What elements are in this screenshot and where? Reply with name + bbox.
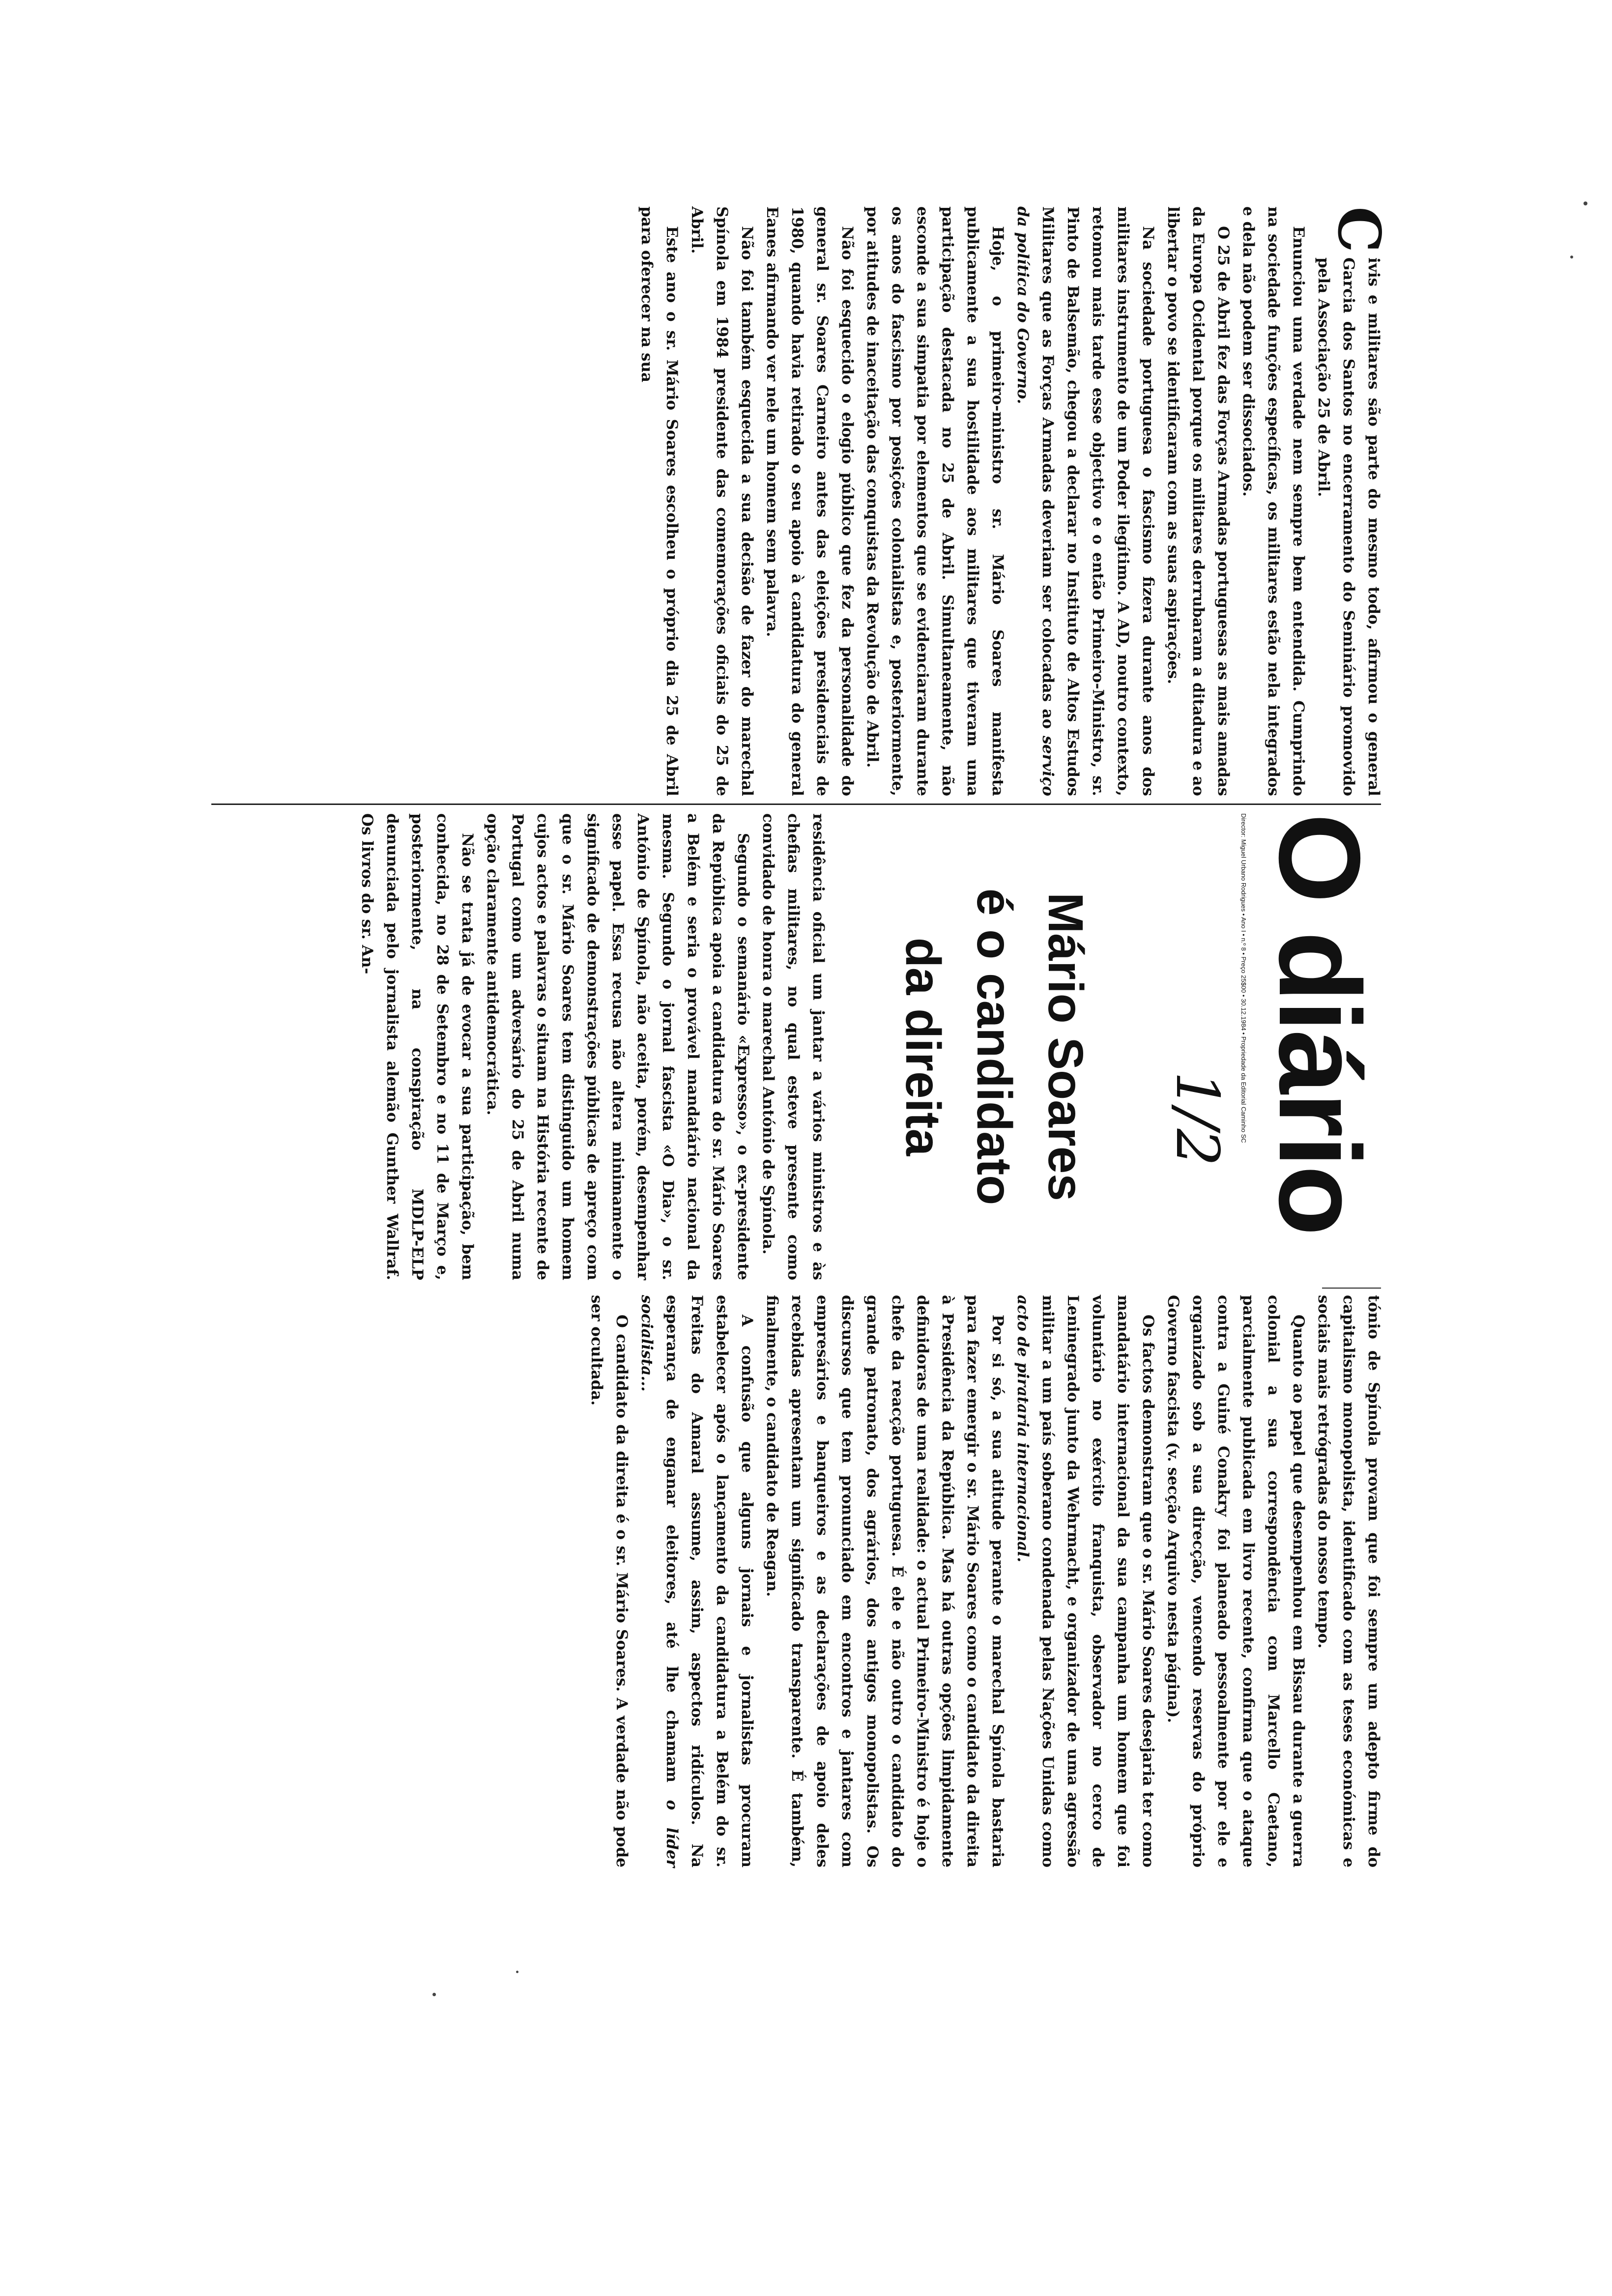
column-rule bbox=[1322, 1288, 1381, 1289]
handwritten-page-mark: 1/2 bbox=[1163, 1071, 1231, 1167]
article-paragraph: tónio de Spínola provam que foi sempre um adepto firme do capitalismo monopolista, identificado com as teses económicas e sociais mais retrógradas do nosso tempo. bbox=[1315, 1295, 1382, 1867]
article-paragraph: Hoje, o primeiro-ministro sr. Mário Soares manifesta publicamente a sua hostilidade aos militares que tiveram uma participação destacada no 25 de Abril. Simultaneamente, não esconde a sua simpatia por elementos que se evidenciaram durante os anos do fascismo por posições colonialistas e, posteriormente, por atitudes de inaceitação das conquistas da Revolução de Abril. bbox=[864, 206, 1007, 796]
scan-speck bbox=[1570, 256, 1573, 258]
article-column-1 bbox=[206, 206, 1393, 796]
drop-cap: C bbox=[1325, 206, 1393, 253]
column-rule bbox=[211, 804, 1381, 805]
scan-speck bbox=[432, 1993, 436, 1996]
article-paragraph: Não se trata já de evocar a sua participação, bem conhecida, no 28 de Setembro e no 11 de Março e, posteriormente, na conspiração MDLP-ELP denunciada pelo jornalista alemão Gunther Wallraf. Os livros do sr. An- bbox=[358, 813, 476, 1280]
headline-line: é o candidato bbox=[967, 888, 1022, 1205]
headline-line: da direita bbox=[895, 937, 950, 1156]
article-paragraph: Não foi também esquecida a sua decisão de fazer do marechal Spínola em 1984 presidente das comemorações oficiais do 25 de Abril. bbox=[688, 206, 756, 796]
article-paragraph: Não foi esquecido o elogio público que fez da personalidade do general sr. Soares Carneiro antes das eleições presidenciais de 1980, quando havia retirado o seu apoio à candidatura do general Eanes afirmando ver nele um homem sem palavra. bbox=[763, 206, 856, 796]
newspaper-masthead: O diário bbox=[1255, 813, 1384, 1234]
article-paragraph: O candidato da direita é o sr. Mário Soares. A verdade não pode ser ocultada. bbox=[588, 1295, 631, 1867]
article-column-2 bbox=[206, 813, 831, 1280]
article-paragraph: Por si só, a sua atitude perante o marechal Spínola bastaria para fazer emergir o sr. Mário Soares como o candidato da direita à Presidência da República. Mas há outras opções limpidamente definidoras de uma realidade: o actual Primeiro-Ministro é hoje o chefe da reacção portuguesa. É ele e não outro o candidato do grande patronato, dos agrários, dos antigos monopolistas. Os discursos que tem pronunciado em encontros e jantares com empresários e banqueiros e as declarações de apoio deles recebidas apresentam um significado transparente. É também, finalmente, o candidato de Reagan. bbox=[763, 1295, 1007, 1867]
article-paragraph: O 25 de Abril fez das Forças Armadas portuguesas as mais amadas da Europa Ocidental porque os militares derrubaram a ditadura e ao libertar o povo se identificaram com as suas aspirações. bbox=[1164, 206, 1232, 796]
scan-speck bbox=[1583, 201, 1587, 205]
article-paragraph: Quanto ao papel que desempenhou em Bissau durante a guerra colonial a sua correspondência com Marcello Caetano, parcialmente publicada em livro recente, confirma que o ataque contra a Guiné Conakry foi planeado pessoalmente por ele e organizado sob a sua direcção, vencendo reservas do próprio Governo fascista (v. secção Arquivo nesta página). bbox=[1164, 1295, 1307, 1867]
article-paragraph: A confusão que alguns jornais e jornalistas procuram estabelecer após o lançamento da candidatura a Belém do sr. Freitas do Amaral assume, assim, aspectos ridículos. Na esperança de enganar eleitores, até lhe chamam o líder socialista... bbox=[638, 1295, 756, 1867]
article-paragraph: Na sociedade portuguesa o fascismo fizera durante anos dos militares instrumento de um Poder ilegítimo. A AD, noutro contexto, retomou mais tarde esse objectivo e o então Primeiro-Ministro, sr. Pinto de Balsemão, chegou a declarar no Instituto de Altos Estudos Militares que as Forças Armadas deveriam ser colocadas ao serviço da política do Governo. bbox=[1014, 206, 1157, 796]
headline-line: Mário Soares bbox=[1038, 892, 1093, 1202]
article-paragraph: Os factos demonstram que o sr. Mário Soares desejaria ter como mandatário internacional da sua campanha um homem que foi voluntário no exército franquista, observador no cerco de Leninegrado junto da Wehrmacht, e organizador de uma agressão militar a um país soberano condenada pelas Nações Unidas como acto de pirataria internacional. bbox=[1014, 1295, 1157, 1867]
article-paragraph: residência oficial um jantar a vários ministros e às chefias militares, no qual esteve presente como convidado de honra o marechal António de Spínola. bbox=[759, 813, 827, 1280]
article-paragraph: Segundo o semanário «Expresso», o ex-presidente da República apoia a candidatura do sr. Mário Soares a Belém e seria o provável mandatário nacional da mesma. Segundo o jornal fascista «O Dia», o sr. António de Spínola, não aceita, porém, desempenhar esse papel. Essa recusa não altera minimamente o significado de demonstrações públicas de apreço com que o sr. Mário Soares tem distinguido um homem cujos actos e palavras o situam na História recente de Portugal como um adversário do 25 de Abril numa opção claramente antidemocrática. bbox=[484, 813, 752, 1280]
article-column-3 bbox=[206, 1295, 1386, 1867]
article-paragraph: C ivis e militares são parte do mesmo todo, afirmou o general Garcia dos Santos no encerramento do Seminário promovido pela Associação 25 de Abril. bbox=[1315, 206, 1393, 796]
article-headline bbox=[835, 813, 1101, 1280]
scan-speck bbox=[516, 1971, 518, 1973]
article-paragraph: Este ano o sr. Mário Soares escolheu o próprio dia 25 de Abril para oferecer na sua bbox=[638, 206, 681, 796]
article-paragraph: Enunciou uma verdade nem sempre bem entendida. Cumprindo na sociedade funções específicas, os militares estão nela integrados e dela não podem ser dissociados. bbox=[1239, 206, 1307, 796]
newspaper-clipping bbox=[197, 197, 1396, 1877]
masthead-info-line: Director: Miguel Urbano Rodrigues • Ano I • n.º 8 • Preço 25$00 • 30.12.1984 • Propriedade da Editorial Caminho SC bbox=[1240, 813, 1247, 1143]
